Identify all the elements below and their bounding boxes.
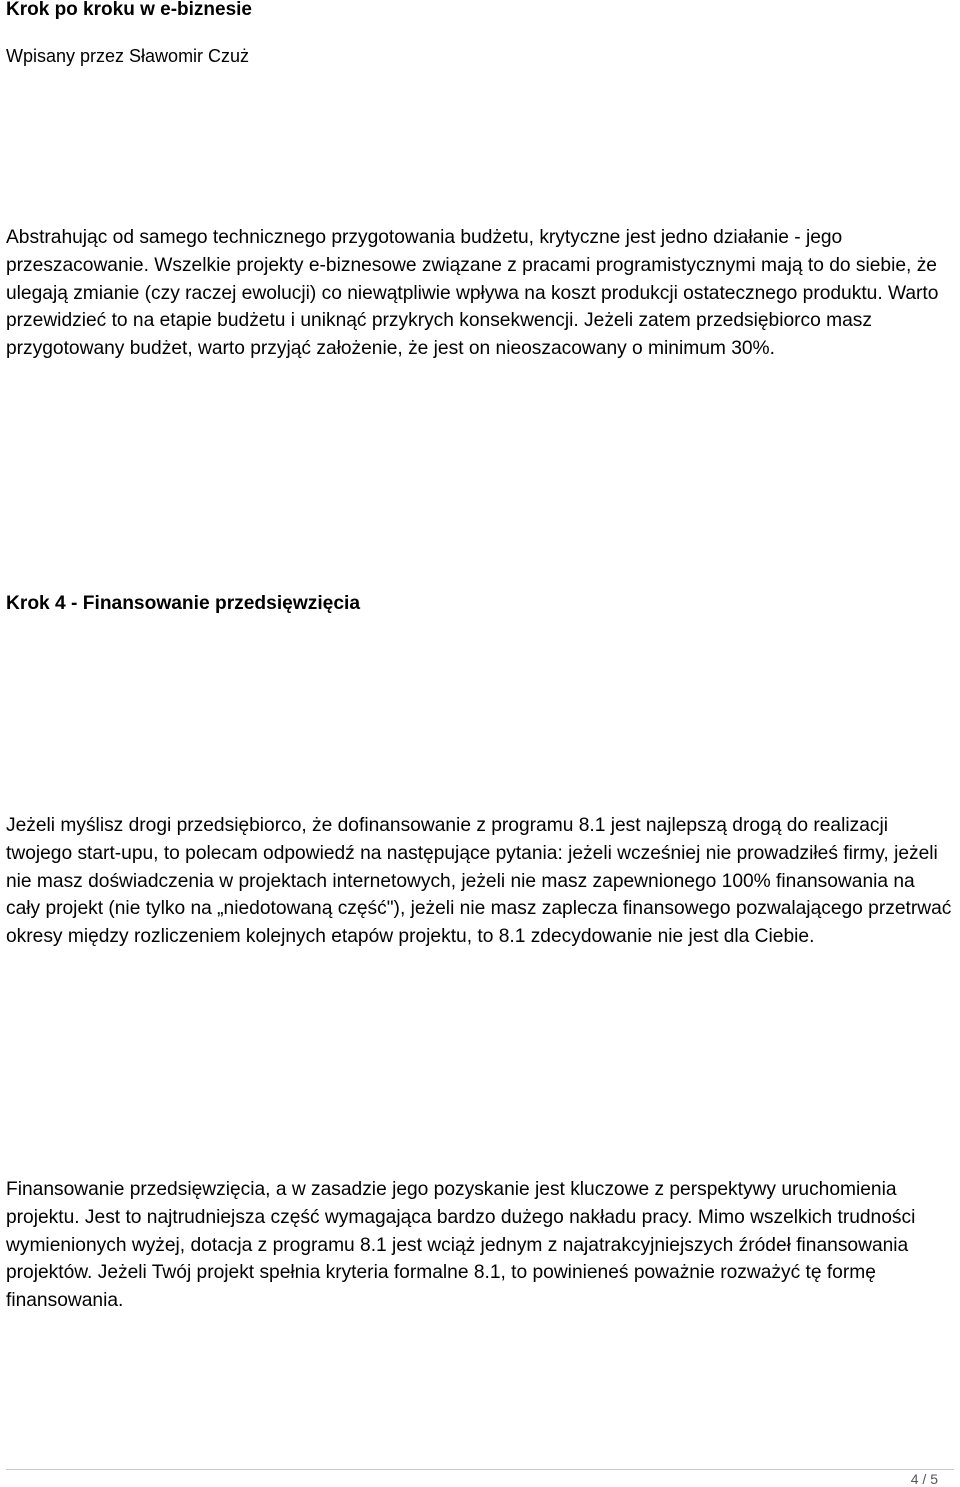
footer-divider [6,1469,954,1470]
author-line: Wpisany przez Sławomir Czuż [6,46,250,66]
paragraph-funding-summary: Finansowanie przedsięwzięcia, a w zasadzie jego pozyskanie jest kluczowe z perspektywy uruchomienia projektu. Jest to najtrudniejsza część wymagająca bardzo dużego nakładu pracy. Mimo wszelkich trudności wymienionych wyżej, dotacja z programu 8.1 jest wciąż jednym z najatrakcyjniejszych źródeł finansowania projektów. Jeżeli Twój projekt spełnia kryteria formalne 8.1, to powinieneś poważnie rozważyć tę formę finansowania. [6,1179,916,1312]
document-title: Krok po kroku w e-biznesie [6,0,252,20]
paragraph-funding-questions: Jeżeli myślisz drogi przedsiębiorco, że dofinansowanie z programu 8.1 jest najlepszą drogą do realizacji twojego start-upu, to polecam odpowiedź na następujące pytania: jeżeli wcześniej nie prowadziłeś firmy, jeżeli nie masz doświadczenia w projektach internetowych, jeżeli nie masz zapewnionego 100% finansowania na cały projekt (nie tylko na „niedotowaną część"), jeżeli nie masz zaplecza finansowego pozwalającego przetrwać okresy między rozliczeniem kolejnych etapów projektu, to 8.1 zdecydowanie nie jest dla Ciebie. [6,815,952,948]
section-heading: Krok 4 - Finansowanie przedsięwzięcia [6,593,361,614]
page-number: 4 / 5 [910,1471,938,1487]
paragraph-budget-overestimation: Abstrahując od samego technicznego przygotowania budżetu, krytyczne jest jedno działanie - jego przeszacowanie. Wszelkie projekty e-biznesowe związane z pracami programistycznymi mają to do siebie, że ulegają zmianie (czy raczej ewolucji) co niewątpliwie wpływa na koszt produkcji ostatecznego produktu. Warto przewidzieć to na etapie budżetu i uniknąć przykrych konsekwencji. Jeżeli zatem przedsiębiorco masz przygotowany budżet, warto przyjąć założenie, że jest on nieoszacowany o minimum 30%. [6,227,939,360]
